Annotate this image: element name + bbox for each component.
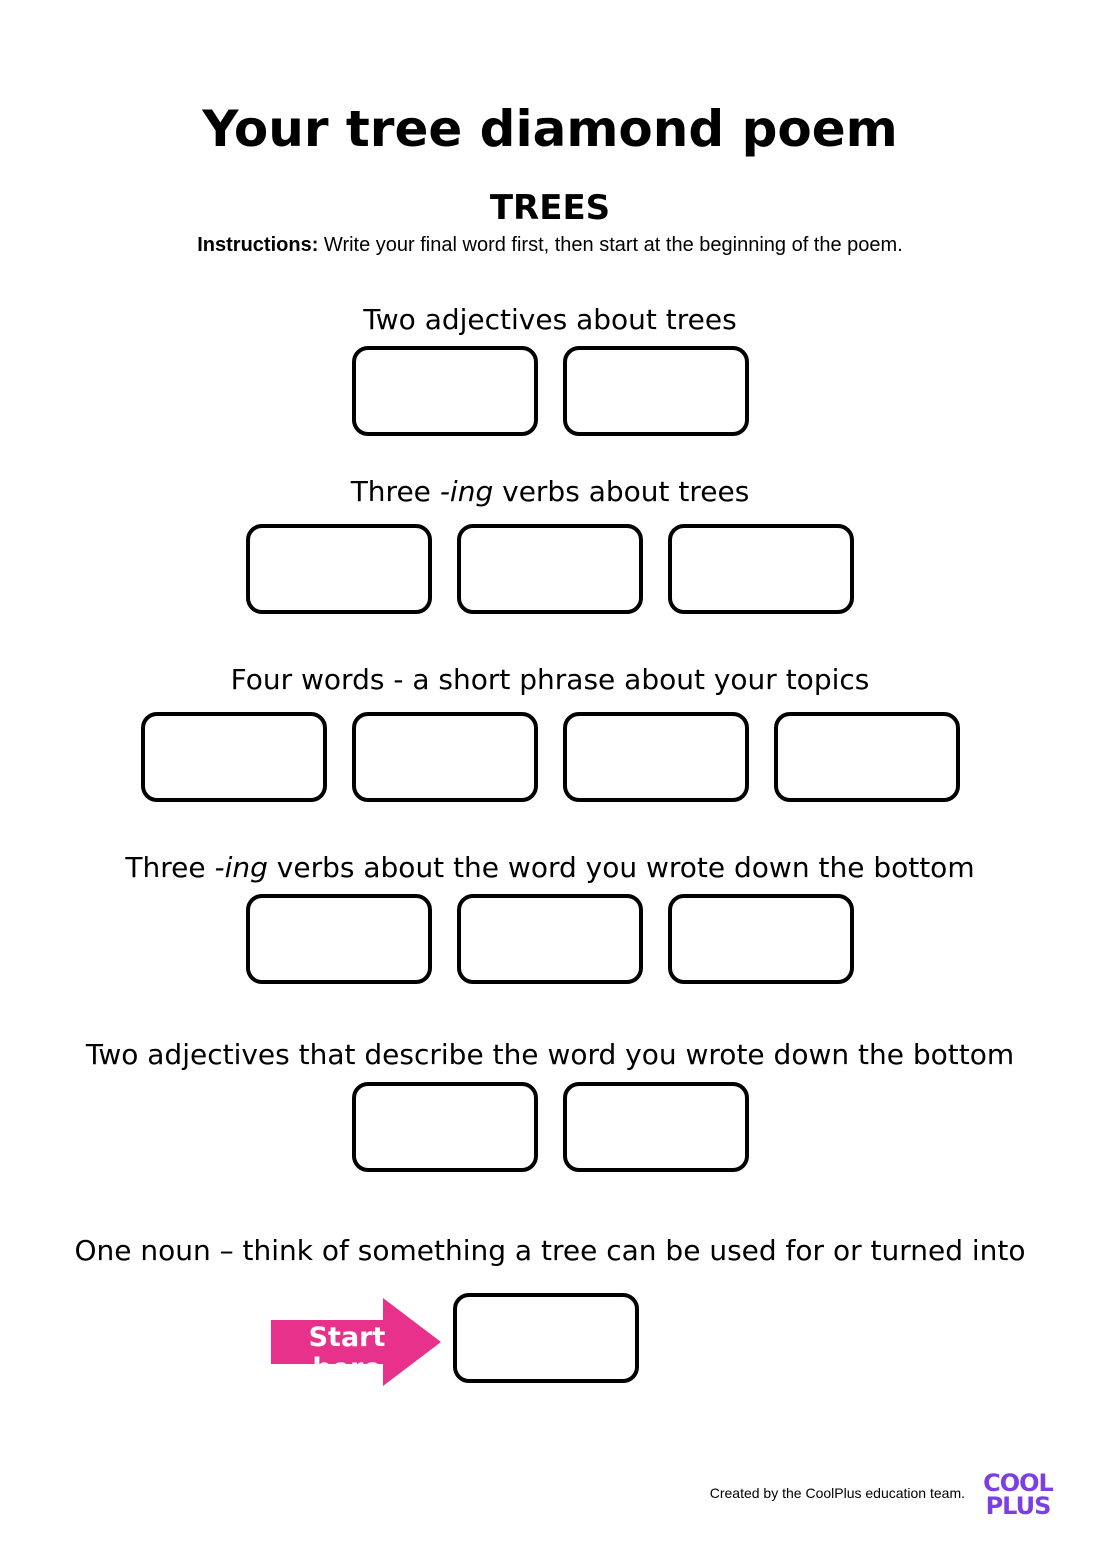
row-2-label (0, 475, 1100, 508)
answer-box[interactable] (563, 346, 749, 436)
answer-box[interactable] (246, 524, 432, 614)
answer-box[interactable] (668, 524, 854, 614)
row-5-label: Two adjectives that describe the word you wrote down the bottom (85, 1038, 1015, 1071)
answer-box[interactable] (352, 1082, 538, 1172)
logo-line-2: PLUS (985, 1492, 1051, 1520)
instructions (0, 234, 1100, 257)
row-4-label-start: Three (125, 851, 215, 884)
start-here-arrow (271, 1298, 441, 1386)
poem-topic: TREES (489, 188, 611, 228)
row-1-boxes (0, 346, 1100, 436)
row-3-boxes (0, 712, 1100, 802)
final-word-box[interactable] (453, 1293, 639, 1383)
row-6-label: One noun – think of something a tree can be used for or turned into (74, 1234, 1026, 1267)
answer-box[interactable] (352, 712, 538, 802)
footer-credit: Created by the CoolPlus education team. (709, 1485, 965, 1501)
logo-line-1: COOL (983, 1469, 1053, 1497)
page-title: Your tree diamond poem (202, 100, 898, 158)
row-4-boxes (0, 894, 1100, 984)
coolplus-logo (978, 1470, 1058, 1520)
row-4-label-end: verbs about the word you wrote down the bottom (267, 851, 975, 884)
instructions-text: Write your final word first, then start at the beginning of the poem. (318, 234, 903, 256)
answer-box[interactable] (563, 1082, 749, 1172)
row-5-boxes (0, 1082, 1100, 1172)
row-2-label-start: Three (350, 475, 440, 508)
answer-box[interactable] (141, 712, 327, 802)
answer-box[interactable] (246, 894, 432, 984)
answer-box[interactable] (563, 712, 749, 802)
row-4-label (0, 851, 1100, 884)
answer-box[interactable] (668, 894, 854, 984)
answer-box[interactable] (774, 712, 960, 802)
row-4-label-italic: -ing (214, 851, 268, 884)
row-2-label-italic: -ing (439, 475, 494, 508)
row-3-label: Four words - a short phrase about your topics (230, 663, 870, 696)
answer-box[interactable] (457, 894, 643, 984)
row-1-label: Two adjectives about trees (363, 303, 737, 336)
instructions-label: Instructions: (197, 234, 319, 256)
row-2-boxes (0, 524, 1100, 614)
row-2-label-end: verbs about trees (493, 475, 750, 508)
start-here-label: Start here (308, 1322, 386, 1384)
answer-box[interactable] (457, 524, 643, 614)
answer-box[interactable] (352, 346, 538, 436)
